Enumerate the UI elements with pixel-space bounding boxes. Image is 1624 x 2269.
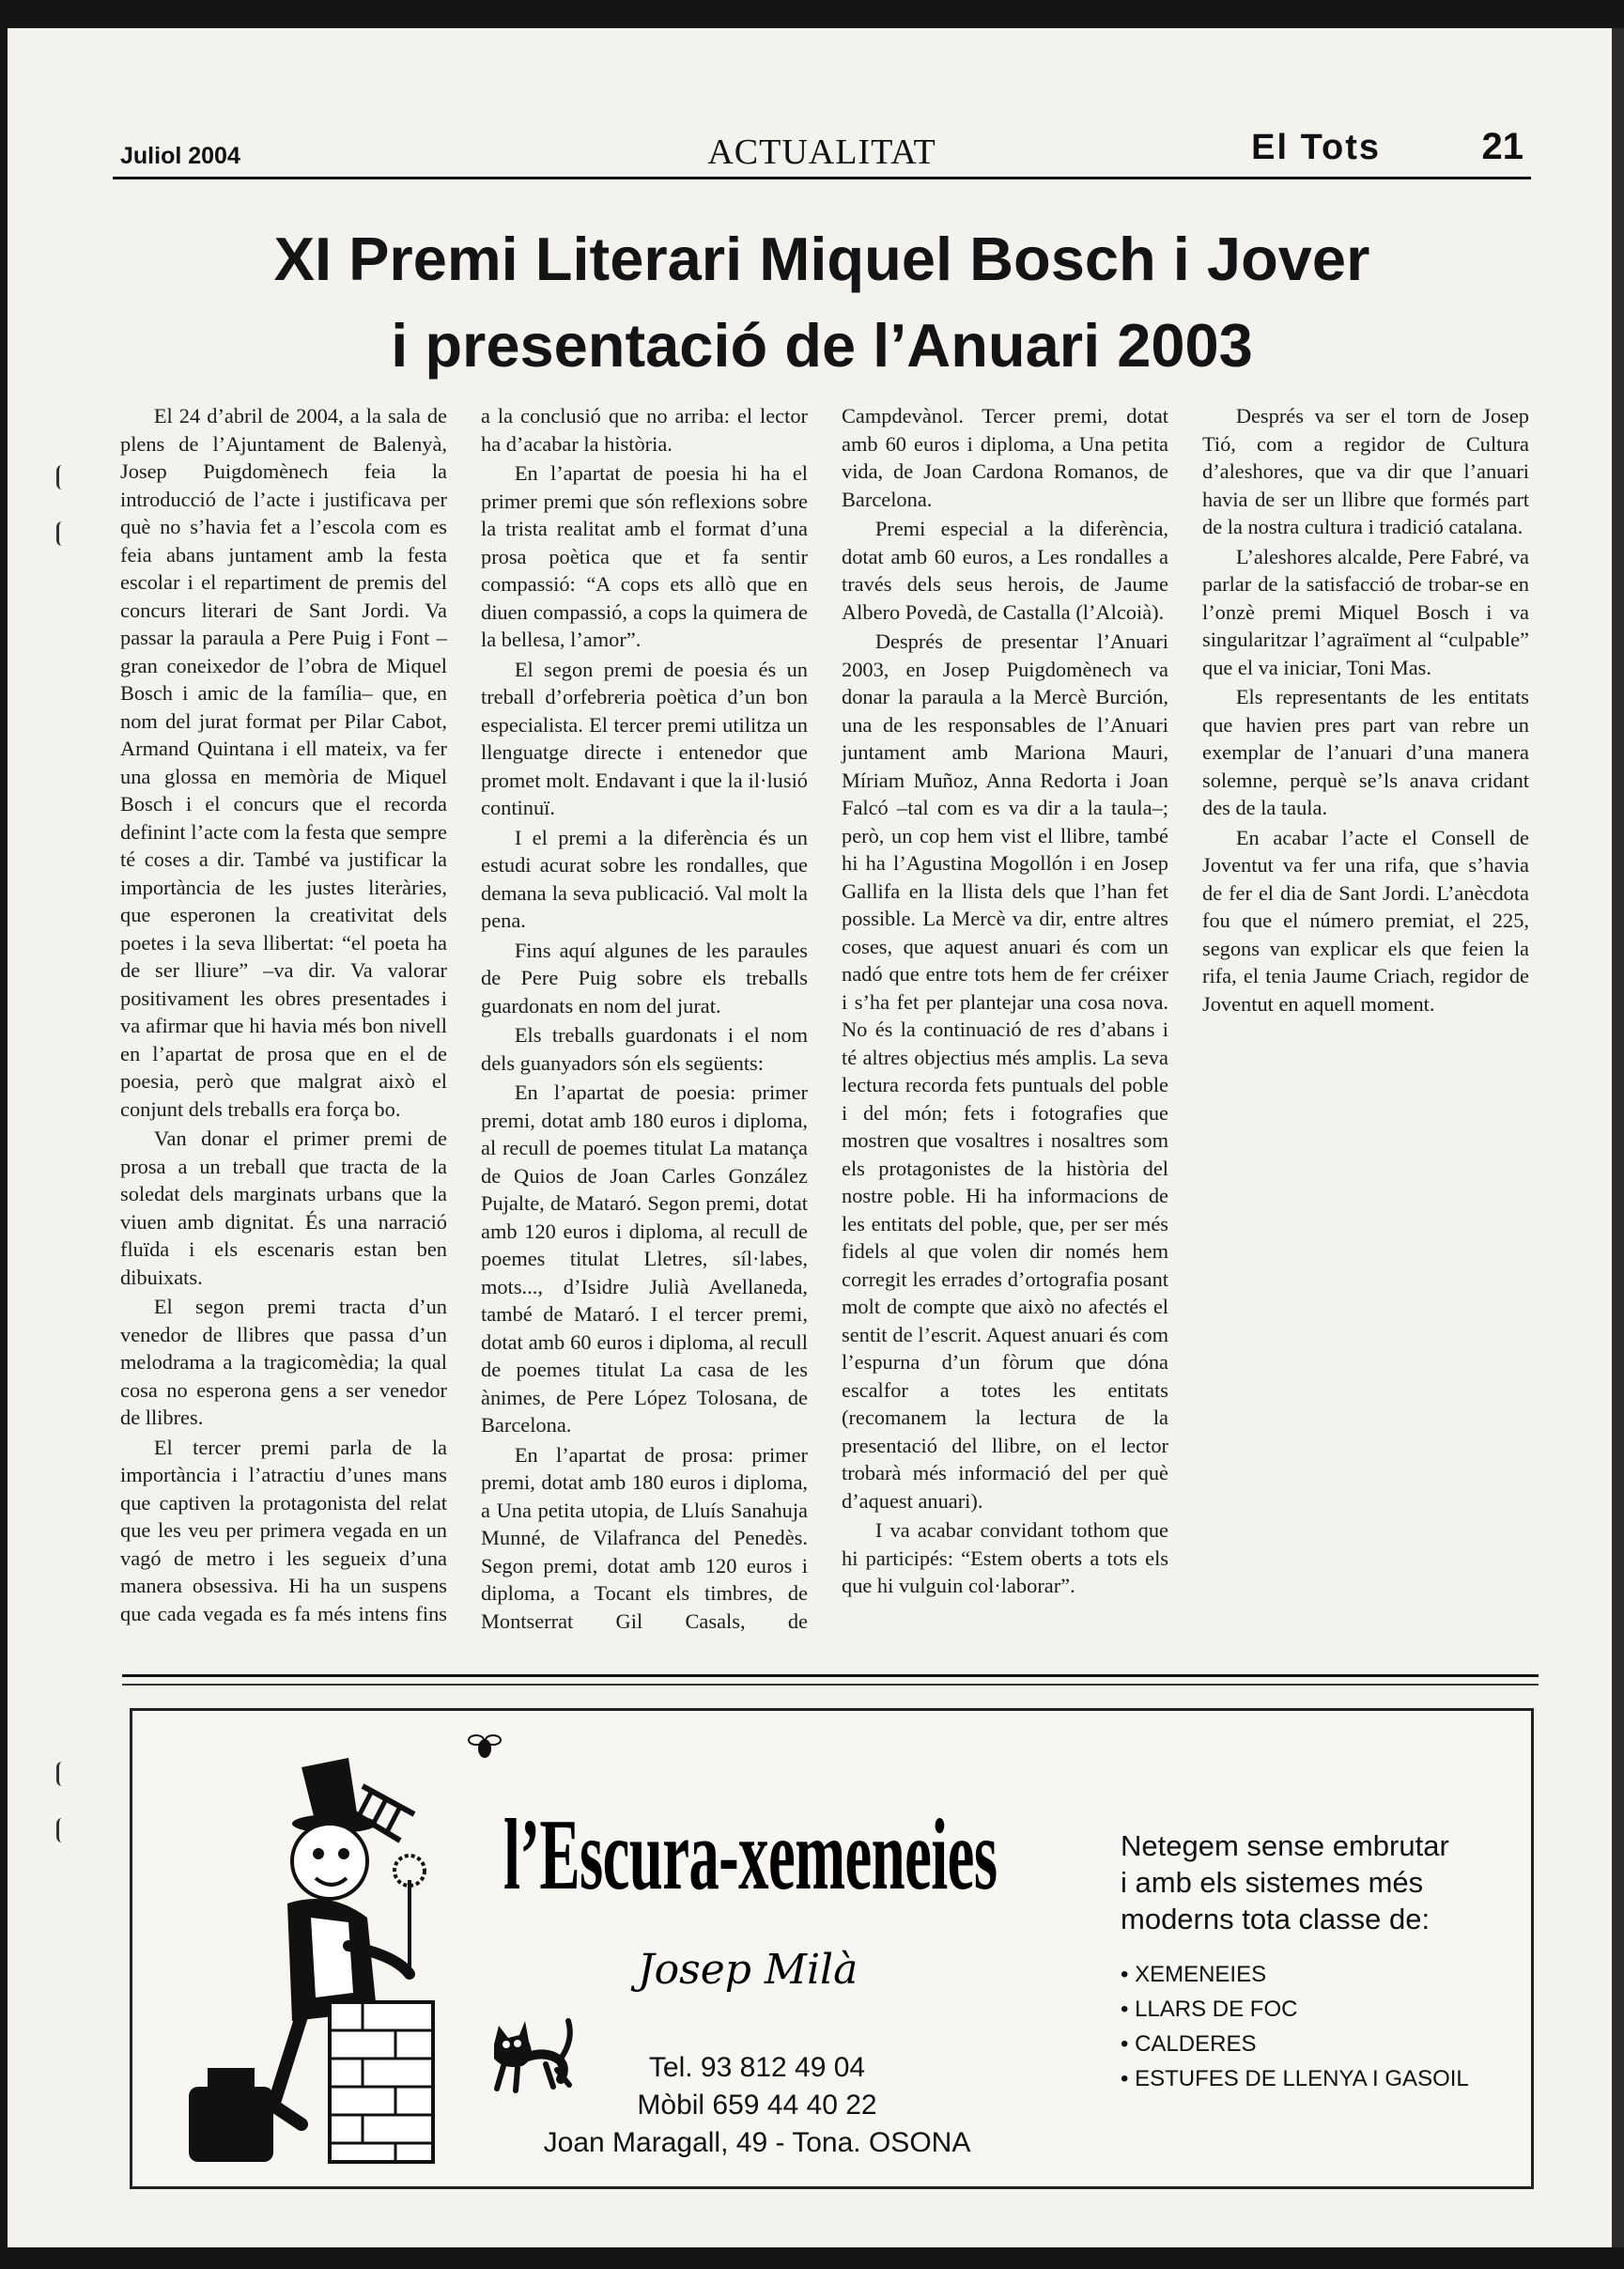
paragraph: El 24 d’abril de 2004, a la sala de plens de l’Ajuntament de Balenyà, Josep Puigdomènech feia la introducció de l’acte i justificava per què no s’havia fet a l’escola com es feia abans juntament amb la festa escolar i el repartiment de premis del concurs literari de Sant Jordi. Va passar la paraula a Pere Puig i Font –gran coneixedor de l’obra de Miquel Bosch i amic de la família– que, en nom del jurat format per Pilar Cabot, Armand Quintana i ell mateix, va fer una glossa en memòria de Miquel Bosch i el concurs que el recorda definint l’acte com la festa que sempre té coses a dir. També va justificar la importància de les justes literàries, que esperonen la creativitat dels poetes i la seva llibertat: “el poeta ha de ser lliure” –va dir. Va valorar positivament les obres presentades i va afirmar que hi havia més bon nivell en l’apartat de prosa que en el de poesia, però que malgrat això el conjunt dels treballs era força bo. <box>120 404 447 1121</box>
paragraph: Van donar el primer premi de prosa a un treball que tracta de la soledat dels marginats urbans que la viuen amb dignitat. És una narració fluïda i els escenaris estan ben dibuixats. <box>120 1127 447 1289</box>
binding-mark <box>56 465 65 490</box>
article-body <box>120 402 1529 1642</box>
article-title <box>113 216 1531 389</box>
paragraph: El tercer premi parla de la importància i l’atractiu d’unes mans que captiven la protagonista del relat que les veu per primera vegada en un vagó de metro i les segueix d’una manera obsessiva. Hi ha un suspens que cada vegada es fa més intens fins a la conclusió que no arriba: el lector ha d’acabar la història. <box>120 404 808 1625</box>
section-name: ACTUALITAT <box>707 132 936 172</box>
paragraph: Premi especial a la diferència, dotat amb 60 euros, a Les rondalles a través dels seus herois, de Jaume Albero Povedà, de Castalla (l’Alcoià). <box>842 517 1168 624</box>
service-item: • CALDERES <box>1121 2027 1469 2061</box>
ad-mobile: Mòbil 659 44 40 22 <box>637 2090 877 2121</box>
page-number: 21 <box>1481 126 1523 167</box>
paragraph: En l’apartat de prosa: primer premi, dotat amb 180 euros i diploma, a Una petita utopia, de Lluís Sanahuja Munné, de Vilafranca del Penedès. Segon premi, dotat amb 120 euros i diploma, a Tocant els timbres, de Montserrat Gil Casals, de Campdevànol. Tercer premi, dotat amb 60 euros i diploma, a Una petita vida, de Joan Cardona Romanos, de Barcelona. <box>481 404 1168 1633</box>
service-item: • ESTUFES DE LLENYA I GASOIL <box>1121 2061 1469 2096</box>
paragraph: L’aleshores alcalde, Pere Fabré, va parlar de la satisfacció de trobar-se en l’onzè premi Miquel Bosch i va singularitzar l’agraïment al “culpable” que el va iniciar, Toni Mas. <box>1202 544 1529 679</box>
scan-edge <box>1612 28 1624 2247</box>
issue-date: Juliol 2004 <box>120 143 240 169</box>
paragraph: Després de presentar l’Anuari 2003, en Josep Puigdomènech va donar la paraula a la Mercè Burción, una de les responsables de l’Anuari juntament amb Mariona Mauri, Míriam Muñoz, Anna Redorta i Joan Falcó –tal com es va dir a la taula–; però, un cop hem vist el llibre, també hi ha l’Agustina Mogollón i en Josep Gallifa en la llista dels que l’han fet possible. La Mercè va dir, entre altres coses, que aquest anuari és com un nadó que entre tots hem de fer créixer i s’ha fet per plantejar una cosa nova. No és la continuació de res d’abans i té altres objectius més amplis. La seva lectura recorda fets puntuals del poble i del món; fets i fotografies que mostren que vosaltres i nosaltres som els protagonistes de la història del nostre poble. Hi ha informacions de les entitats del poble, que, per ser més fidels al que volen dir només hem corregit les errades d’ortografia posant molt de compte que això no afectés el sentit de l’escrit. Aquest anuari és com l’espurna d’un fòrum que dóna escalfor a totes les entitats (recomanem la lectura de la presentació del llibre, on el lector trobarà més informació del per què d’aquest anuari). <box>842 629 1168 1513</box>
chimney-sweep-illustration <box>161 1730 442 2171</box>
paragraph: En l’apartat de poesia: primer premi, dotat amb 180 euros i diploma, al recull de poemes titulat La matança de Quios de Joan Carles González Pujalte, de Mataró. Segon premi, dotat amb 120 euros i diploma, al recull de poemes titulat Lletres, síl·labes, mots..., d’Isidre Julià Avellaneda, també de Mataró. I el tercer premi, dotat amb 60 euros i diploma, al recull de poemes titulat La casa de les ànimes, de Pere López Tolosana, de Barcelona. <box>481 1080 808 1437</box>
paragraph: El segon premi tracta d’un venedor de llibres que passa d’un melodrama a la tragicomèdia; la qual cosa no esperona gens a ser venedor de llibres. <box>120 1295 447 1429</box>
title-line-2: i presentació de l’Anuari 2003 <box>391 311 1253 380</box>
paragraph: Els treballs guardonats i el nom dels guanyadors són els següents: <box>481 1023 808 1075</box>
advertisement <box>130 1708 1534 2189</box>
paragraph: Els representants de les entitats que havien pres part van rebre un exemplar de l’anuari d’una manera solemne, perquè se’ls anava cridant des de la taula. <box>1202 685 1529 819</box>
divider-rule-thin <box>122 1684 1539 1686</box>
fly-icon <box>466 1730 503 1764</box>
paragraph: El segon premi de poesia és un treball d’orfebreria poètica d’un bon especialista. El tercer premi utilitza un llenguatge directe i entenedor que promet molt. Endavant i que la il·lusió continuï. <box>481 657 808 819</box>
ad-owner-signature: Josep Milà <box>638 1946 858 1994</box>
ad-slogan-line: i amb els sistemes més <box>1121 1866 1424 1899</box>
page-header <box>113 94 1531 180</box>
binding-mark <box>56 1818 65 1842</box>
ad-slogan-line: moderns tota classe de: <box>1121 1903 1431 1935</box>
ad-slogan <box>1121 1827 1449 1937</box>
ad-slogan-line: Netegem sense embrutar <box>1121 1829 1449 1862</box>
binding-mark <box>56 1762 65 1786</box>
ad-contact <box>536 2049 978 2162</box>
paragraph: En acabar l’acte el Consell de Joventut va fer una rifa, que s’havia de fer el dia de Sant Jordi. L’anècdota fou que el número premiat, el 225, segons van explicar els que feien la rifa, el tenia Jaume Criach, regidor de Joventut en aquell moment. <box>1202 825 1529 1016</box>
paragraph: En l’apartat de poesia hi ha el primer premi que són reflexions sobre la trista realitat amb el format d’una prosa poètica que et fa sentir compassió: “A cops ets allò que en diuen compassió, a cops la quimera de la bellesa, l’amor”. <box>481 461 808 651</box>
title-line-1: XI Premi Literari Miquel Bosch i Jover <box>273 225 1370 293</box>
ad-brand-name: l’Escura-xemeneies <box>503 1799 998 1911</box>
service-item: • XEMENEIES <box>1121 1957 1469 1992</box>
ad-services-list <box>1121 1957 1469 2096</box>
ad-address: Joan Maragall, 49 - Tona. OSONA <box>543 2127 971 2158</box>
paragraph: I el premi a la diferència és un estudi acurat sobre les rondalles, que demana la seva publicació. Val molt la pena. <box>481 825 808 932</box>
binding-mark <box>56 521 65 546</box>
divider-rule <box>122 1674 1539 1677</box>
publication-name: El Tots <box>1251 128 1381 167</box>
header-rule <box>113 177 1531 179</box>
paragraph: Fins aquí algunes de les paraules de Pere Puig sobre els treballs guardonats en nom del jurat. <box>481 938 808 1018</box>
ad-phone: Tel. 93 812 49 04 <box>648 2052 866 2083</box>
paragraph: Després va ser el torn de Josep Tió, com a regidor de Cultura d’aleshores, que va dir que l’anuari havia de ser un llibre que formés part de la nostra cultura i tradició catalana. <box>1202 404 1529 538</box>
service-item: • LLARS DE FOC <box>1121 1992 1469 2027</box>
paragraph: I va acabar convidant tothom que hi participés: “Estem oberts a tots els que hi vulguin col·laborar”. <box>842 1518 1168 1597</box>
magazine-page <box>8 28 1612 2247</box>
